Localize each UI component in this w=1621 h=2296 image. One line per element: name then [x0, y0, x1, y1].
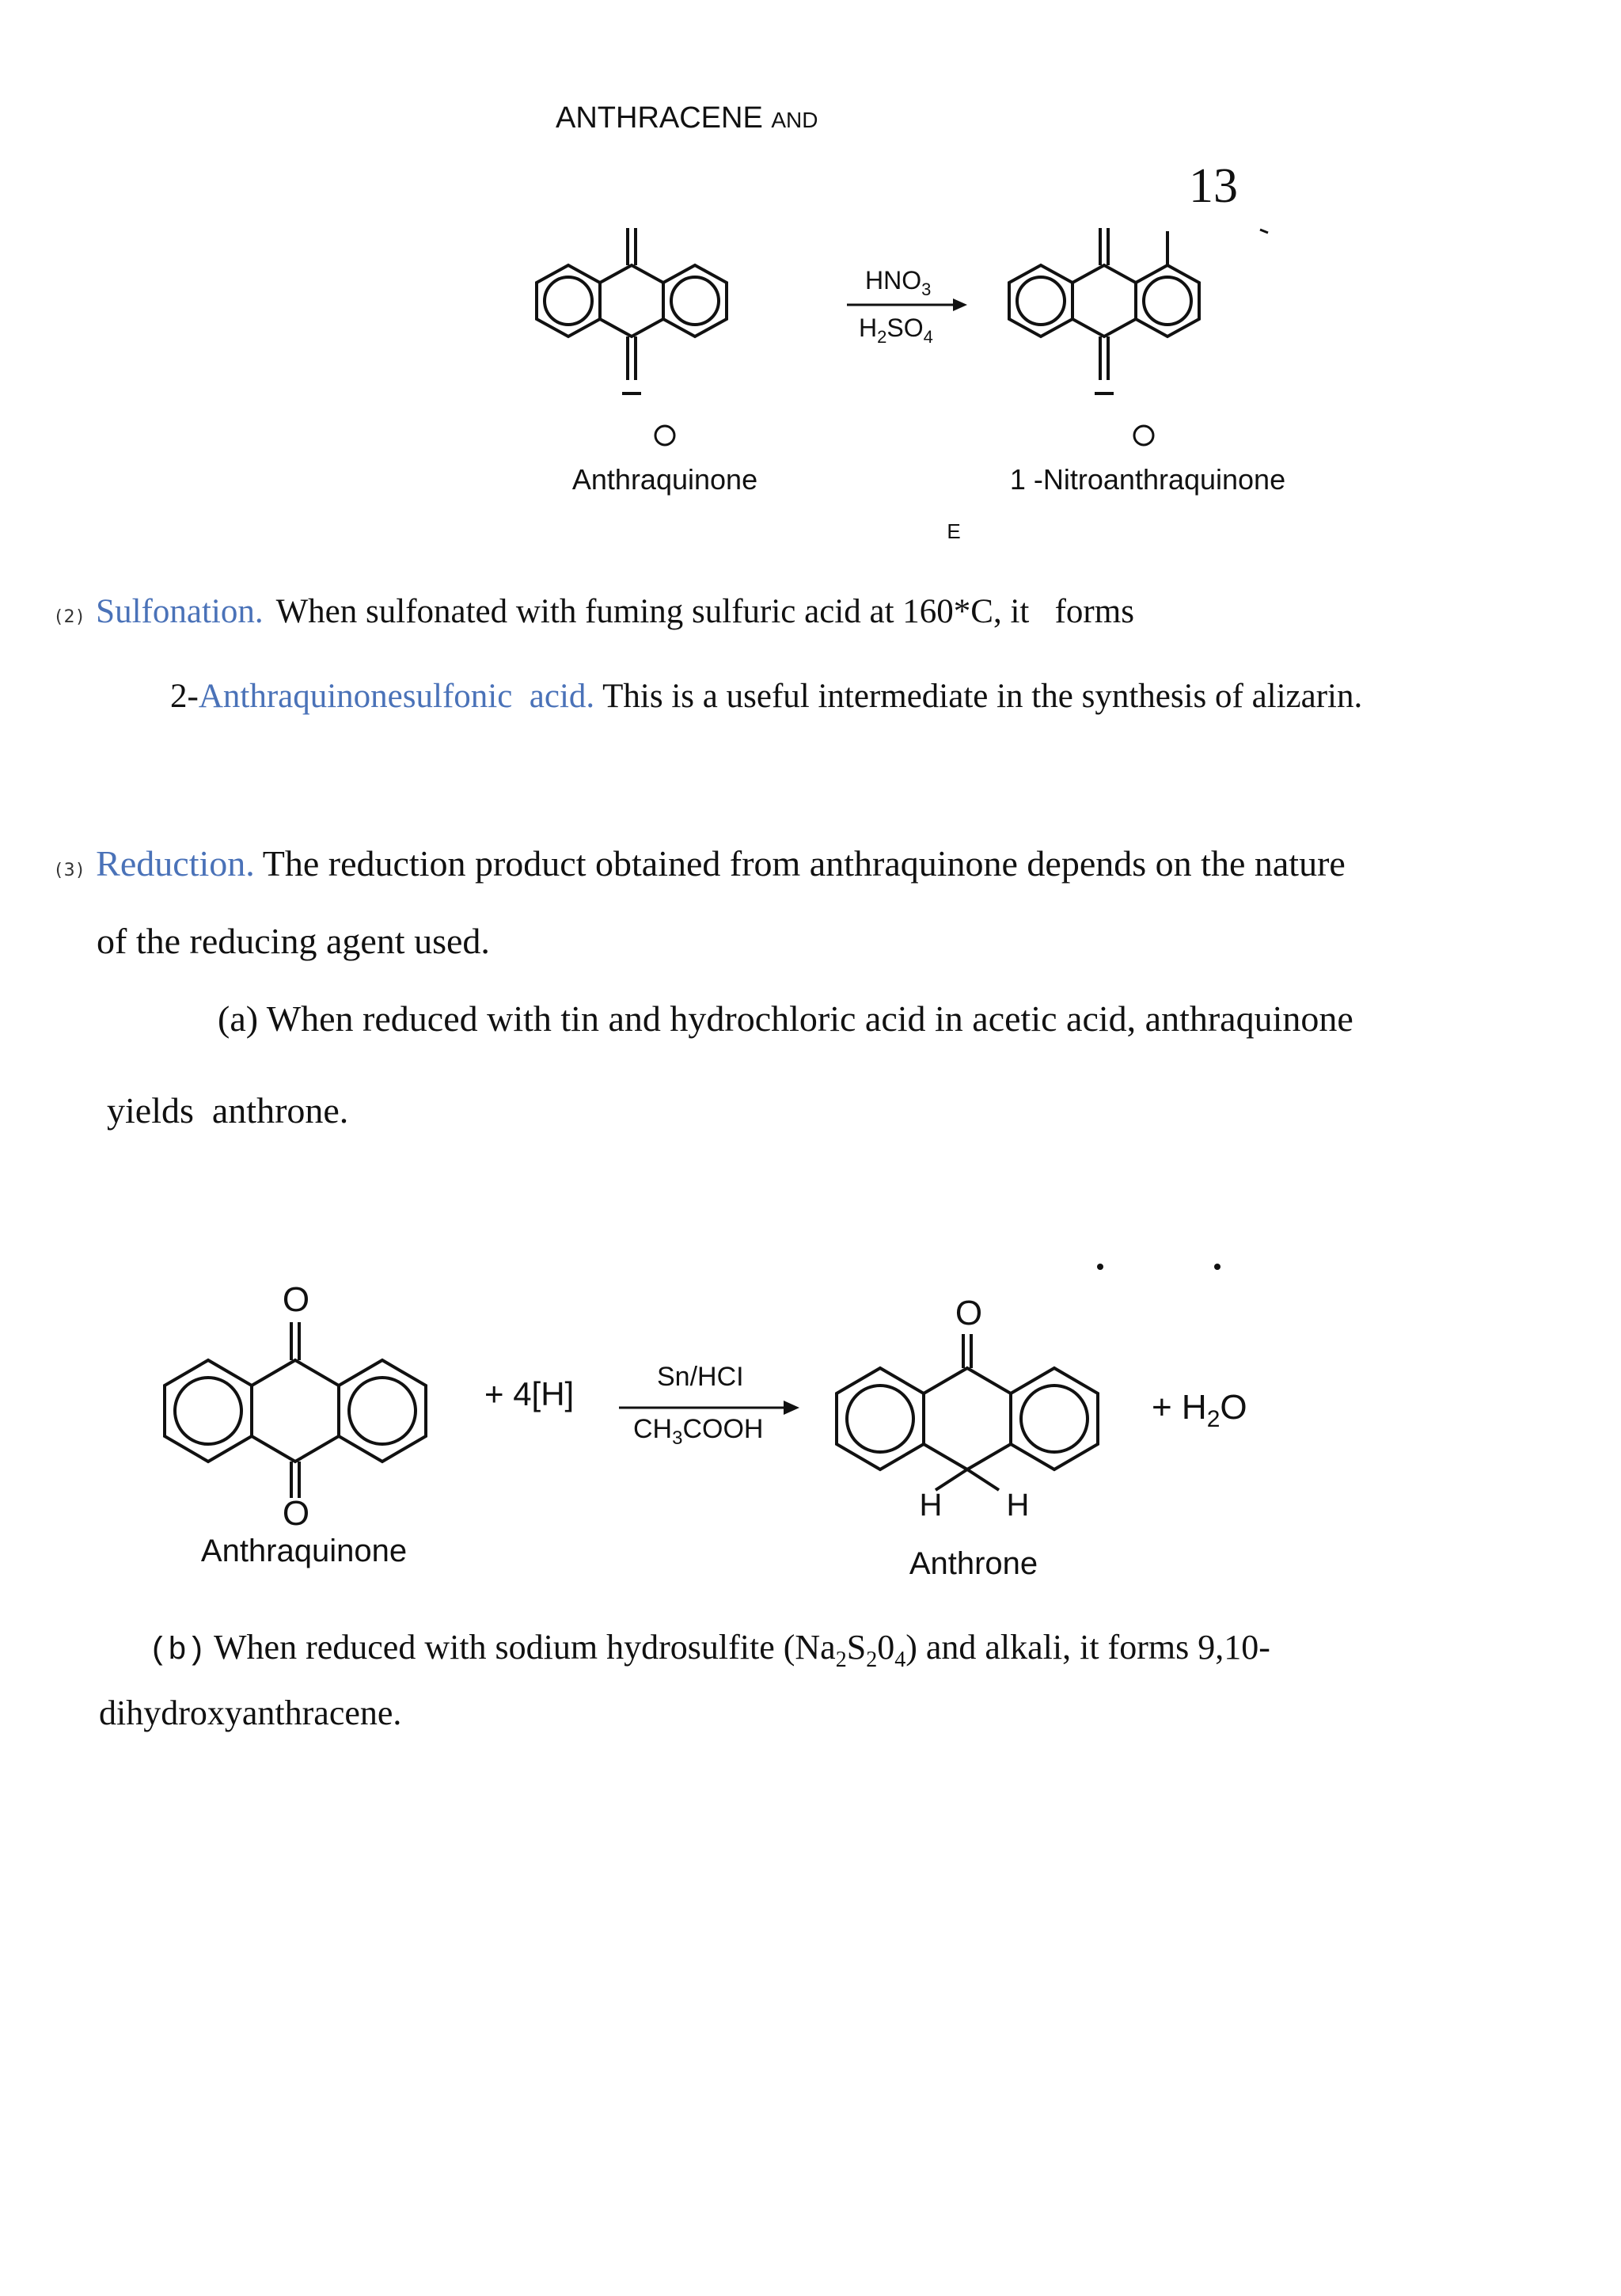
sulfonation-paragraph — [55, 592, 1134, 631]
item-number: (2) — [55, 607, 85, 627]
anthrone-label: Anthrone — [909, 1546, 1038, 1581]
nitroanthraquinone-label: 1 -Nitroanthraquinone — [1009, 463, 1286, 496]
hydrogen-label: H — [1006, 1488, 1030, 1522]
anthraquinone-label: Anthraquinone — [571, 463, 758, 496]
header-title-small: AND — [771, 108, 818, 132]
part-a-continuation: yields anthrone. — [107, 1090, 349, 1131]
svg-text:CH3COOH: $CH_3COOH$ — [633, 1414, 764, 1449]
oxygen-label: O — [282, 1280, 310, 1319]
stray-mark: E — [947, 519, 961, 543]
part-b-label: (b) — [149, 1633, 207, 1669]
paragraph-text: When sulfonated with fuming sulfuric acid at 160*C, it forms — [275, 593, 1134, 630]
section-heading: Reduction. — [96, 843, 255, 884]
oxygen-label: O — [282, 1494, 310, 1533]
part-b-continuation: dihydroxyanthracene. — [99, 1693, 402, 1732]
sulfonation-line-2 — [170, 677, 1362, 716]
item-number: (3) — [55, 861, 85, 880]
nitration-scheme — [0, 0, 1621, 570]
paragraph-continuation: of the reducing agent used. — [97, 921, 490, 961]
svg-text:HNO3: $HNO_3$ — [865, 266, 932, 299]
anthrone-structure — [837, 1334, 1098, 1490]
page-number: 13 — [1189, 159, 1238, 213]
part-b-paragraph — [149, 1627, 1270, 1673]
anthraquinone-label: Anthraquinone — [200, 1534, 408, 1568]
svg-text:H2SO4: $H_2SO_4$ — [859, 314, 933, 347]
nitroanthraquinone-structure — [1009, 228, 1268, 445]
reduction-paragraph — [55, 842, 1346, 884]
term-highlight: Anthraquinonesulfonic acid. — [198, 678, 595, 715]
paragraph-text: This is a useful intermediate in the synthesis of alizarin. — [602, 678, 1363, 715]
reduction-scheme — [0, 1235, 1621, 1599]
reduction-arrow — [619, 1362, 799, 1449]
part-a-text: (a) When reduced with tin and hydrochloric acid in acetic acid, anthraquinone — [218, 998, 1353, 1039]
paragraph-text: The reduction product obtained from anthraquinone depends on the nature — [262, 843, 1346, 884]
hydrogen-label: H — [919, 1488, 943, 1522]
product-plus-label: + $H_2O$ — [1152, 1388, 1247, 1432]
text-prefix: 2- — [170, 678, 199, 715]
part-b-text: When reduced with sodium hydrosulfite $(Na_2S_20_4)$ and alkali, it forms 9,10- — [214, 1628, 1270, 1672]
reagent-plus-label: + 4[H] — [484, 1375, 575, 1412]
svg-text:Sn/HCI: Sn/HCI — [657, 1362, 744, 1392]
oxygen-label: O — [955, 1294, 983, 1332]
anthraquinone-structure — [165, 1322, 426, 1498]
section-heading: Sulfonation. — [96, 593, 264, 630]
nitration-arrow — [847, 266, 967, 347]
anthraquinone-structure — [537, 228, 727, 445]
header-title: ANTHRACENE — [556, 101, 763, 135]
